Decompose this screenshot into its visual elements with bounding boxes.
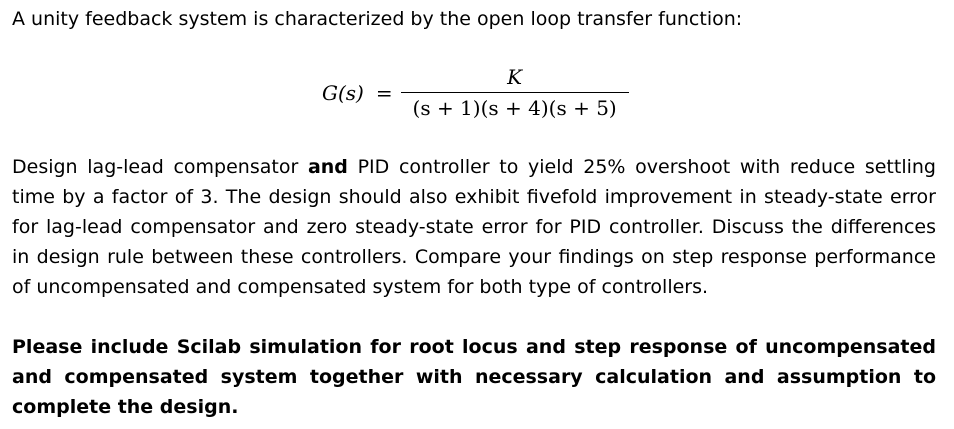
- equation-fraction: [401, 65, 629, 121]
- equals-sign: =: [375, 81, 393, 105]
- equation-lhs-arg: (s): [337, 81, 364, 105]
- problem-text-part1: Design lag-lead compensator: [12, 156, 308, 178]
- equation-lhs: [322, 81, 364, 105]
- instruction-paragraph: Please include Scilab simulation for root locus and step response of uncompensated and compensated system together with necessary calculation and assumption to complete the design.: [12, 336, 936, 418]
- problem-text-part2: PID controller to yield 25% overshoot with reduce settling time by a factor of 3. The design should also exhibit fivefold improvement in steady-state error for lag-lead compensator and zero steady-state error for PID controller. Discuss the differences in design rule between these controllers. Compare your findings on step response performance of uncompensated and compensated system for both type of controllers.: [12, 156, 936, 298]
- transfer-function-equation: [322, 58, 629, 128]
- equation-lhs-symbol: G: [322, 81, 338, 105]
- equation-denominator: (s + 1)(s + 4)(s + 5): [412, 96, 617, 120]
- problem-bold-word: and: [307, 156, 348, 178]
- problem-paragraph: [12, 152, 936, 302]
- equation-numerator: K: [507, 65, 523, 89]
- intro-text: A unity feedback system is characterized by the open loop transfer function:: [12, 8, 743, 30]
